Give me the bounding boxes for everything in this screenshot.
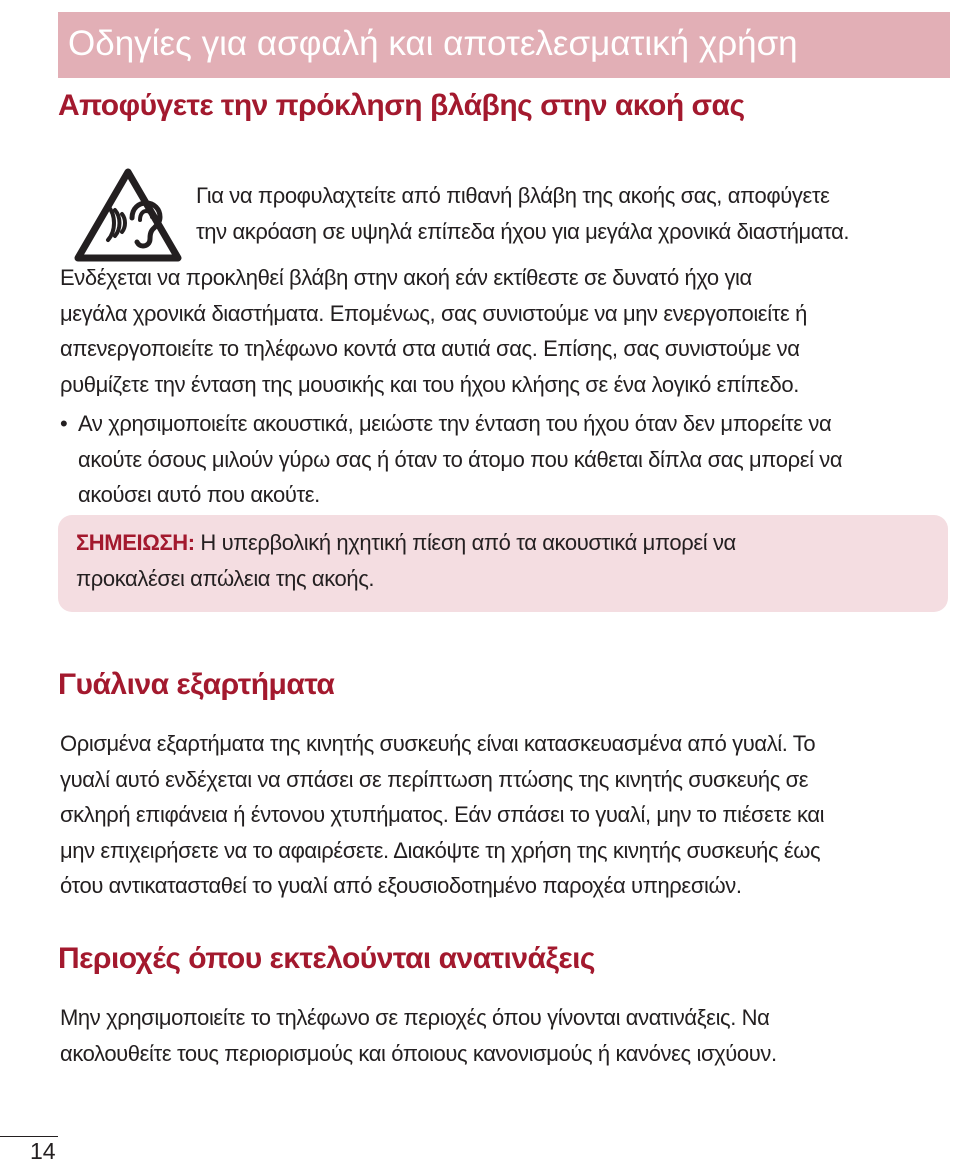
intro-line: την ακρόαση σε υψηλά επίπεδα ήχου για μεγάλα χρονικά διαστήματα. <box>196 218 850 244</box>
bullet-line: ακούτε όσους μιλούν γύρω σας ή όταν το άτομο που κάθεται δίπλα σας μπορεί να <box>78 446 843 472</box>
blasting-paragraph <box>60 1000 777 1071</box>
hearing-warning-icon <box>72 166 184 264</box>
hearing-heading: Αποφύγετε την πρόκληση βλάβης στην ακοή σας <box>58 89 745 122</box>
hearing-intro <box>196 178 849 249</box>
paragraph-line: γυαλί αυτό ενδέχεται να σπάσει σε περίπτωση πτώσης της κινητής συσκευής σε <box>60 766 809 792</box>
bullet-line: Αν χρησιμοποιείτε ακουστικά, μειώστε την ένταση του ήχου όταν δεν μπορείτε να <box>78 411 832 436</box>
note-line: Η υπερβολική ηχητική πίεση από τα ακουστικά μπορεί να <box>194 530 736 555</box>
note-line: προκαλέσει απώλεια της ακοής. <box>76 565 375 591</box>
paragraph-line: Μην χρησιμοποιείτε το τηλέφωνο σε περιοχές όπου γίνονται ανατινάξεις. Να <box>60 1005 770 1030</box>
paragraph-line: σκληρή επιφάνεια ή έντονου χτυπήματος. Εάν σπάσει το γυαλί, μην το πιέσετε και <box>60 802 825 827</box>
page-header-band <box>58 12 950 78</box>
paragraph-line: ρυθμίζετε την ένταση της μουσικής και του ήχου κλήσης σε ένα λογικό επίπεδο. <box>60 371 799 397</box>
paragraph-line: μην επιχειρήσετε να το αφαιρέσετε. Διακόψτε τη χρήση της κινητής συσκευής έως <box>60 837 821 863</box>
page-header-title: Οδηγίες για ασφαλή και αποτελεσματική χρήση <box>68 24 798 63</box>
note-label: ΣΗΜΕΙΩΣΗ: <box>76 530 195 555</box>
paragraph-line: ακολουθείτε τους περιορισμούς και όποιους κανονισμούς ή κανόνες ισχύουν. <box>60 1040 777 1066</box>
paragraph-line: Ορισμένα εξαρτήματα της κινητής συσκευής είναι κατασκευασμένα από γυαλί. Το <box>60 731 816 756</box>
intro-line: Για να προφυλαχτείτε από πιθανή βλάβη της ακοής σας, αποφύγετε <box>196 183 830 208</box>
paragraph-line: μεγάλα χρονικά διαστήματα. Επομένως, σας συνιστούμε να μην ενεργοποιείτε ή <box>60 300 807 326</box>
blasting-heading: Περιοχές όπου εκτελούνται ανατινάξεις <box>58 942 596 975</box>
bullet-marker: • <box>60 411 68 436</box>
glass-paragraph <box>60 726 824 904</box>
paragraph-line: ότου αντικατασταθεί το γυαλί από εξουσιοδοτημένο παροχέα υπηρεσιών. <box>60 873 742 898</box>
note-text <box>76 525 736 596</box>
footer-rule <box>0 1136 58 1137</box>
bullet-line: ακούσει αυτό που ακούτε. <box>78 482 320 507</box>
hearing-bullet <box>78 406 842 513</box>
paragraph-line: απενεργοποιείτε το τηλέφωνο κοντά στα αυτιά σας. Επίσης, σας συνιστούμε να <box>60 336 800 361</box>
paragraph-line: Ενδέχεται να προκληθεί βλάβη στην ακοή εάν εκτίθεστε σε δυνατό ήχο για <box>60 265 752 290</box>
glass-heading: Γυάλινα εξαρτήματα <box>58 668 335 701</box>
page-number: 14 <box>30 1138 56 1164</box>
hearing-paragraph <box>60 260 807 402</box>
